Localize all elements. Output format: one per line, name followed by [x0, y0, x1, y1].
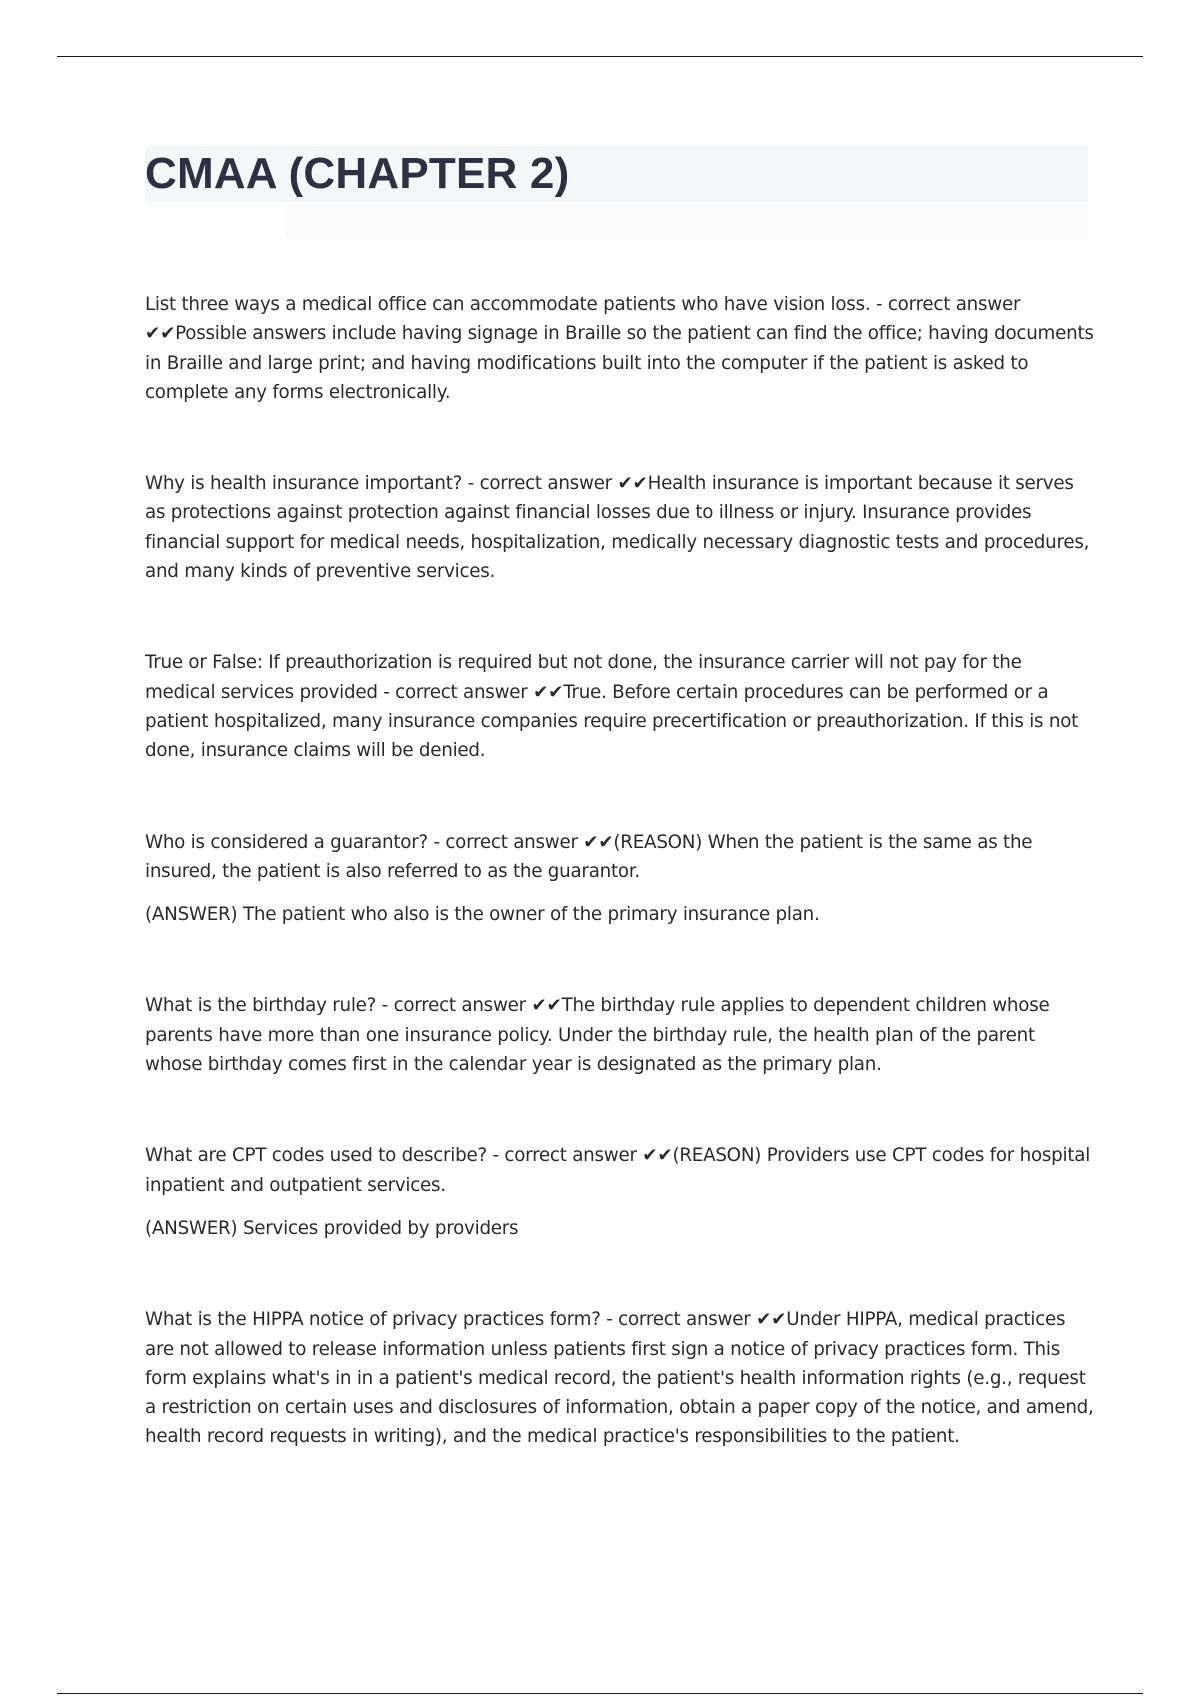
qa-paragraph: Why is health insurance important? - correct answer ✔✔Health insurance is important because it serves as protections against protection against financial losses due to illness or injury. Insurance provides financial support for medical needs, hospitalization, medically necessary diagnostic tests and procedures, and many kinds of preventive services. — [145, 473, 1090, 583]
footer-rule — [57, 1693, 1143, 1694]
qa-paragraph: Who is considered a guarantor? - correct answer ✔✔(REASON) When the patient is the same as the insured, the patient is also referred to as the guarantor. — [145, 831, 1033, 882]
qa-item — [145, 469, 1095, 586]
qa-item — [145, 828, 1095, 930]
qa-paragraph: What is the birthday rule? - correct answer ✔✔The birthday rule applies to dependent children whose parents have more than one insurance policy. Under the birthday rule, the health plan of the parent whose birthday comes first in the calendar year is designated as the primary plan. — [145, 995, 1050, 1076]
qa-item — [145, 1305, 1095, 1451]
qa-paragraph: What is the HIPPA notice of privacy practices form? - correct answer ✔✔Under HIPPA, medical practices are not allowed to release information unless patients first sign a notice of privacy practices form. This form explains what's in in a patient's medical record, the patient's health information rights (e.g., request a restriction on certain uses and disclosures of information, obtain a paper copy of the notice, and amend, health record requests in writing), and the medical practice's responsibilities to the patient. — [145, 1309, 1094, 1448]
qa-item — [145, 648, 1095, 765]
qa-answer-paragraph: (ANSWER) The patient who also is the owner of the primary insurance plan. — [145, 904, 820, 926]
qa-answer-paragraph: (ANSWER) Services provided by providers — [145, 1217, 519, 1239]
header-rule — [57, 56, 1143, 57]
qa-item — [145, 290, 1095, 407]
qa-list — [145, 290, 1095, 1514]
qa-paragraph: List three ways a medical office can accommodate patients who have vision loss. - correct answer ✔✔Possible answers include having signage in Braille so the patient can find the office; having documents in Braille and large print; and having modifications built into the computer if the patient is asked to complete any forms electronically. — [145, 294, 1094, 403]
qa-paragraph: What are CPT codes used to describe? - correct answer ✔✔(REASON) Providers use CPT codes for hospital inpatient and outpatient services. — [145, 1145, 1091, 1196]
qa-item — [145, 1141, 1095, 1243]
document-title: CMAA (CHAPTER 2) — [145, 149, 570, 198]
qa-paragraph: True or False: If preauthorization is required but not done, the insurance carrier will not pay for the medical services provided - correct answer ✔✔True. Before certain procedures can be performed or a patient hospitalized, many insurance companies require precertification or preauthorization. If this is not done, insurance claims will be denied. — [145, 652, 1079, 762]
qa-item — [145, 991, 1095, 1079]
title-band-shadow — [285, 202, 1088, 238]
